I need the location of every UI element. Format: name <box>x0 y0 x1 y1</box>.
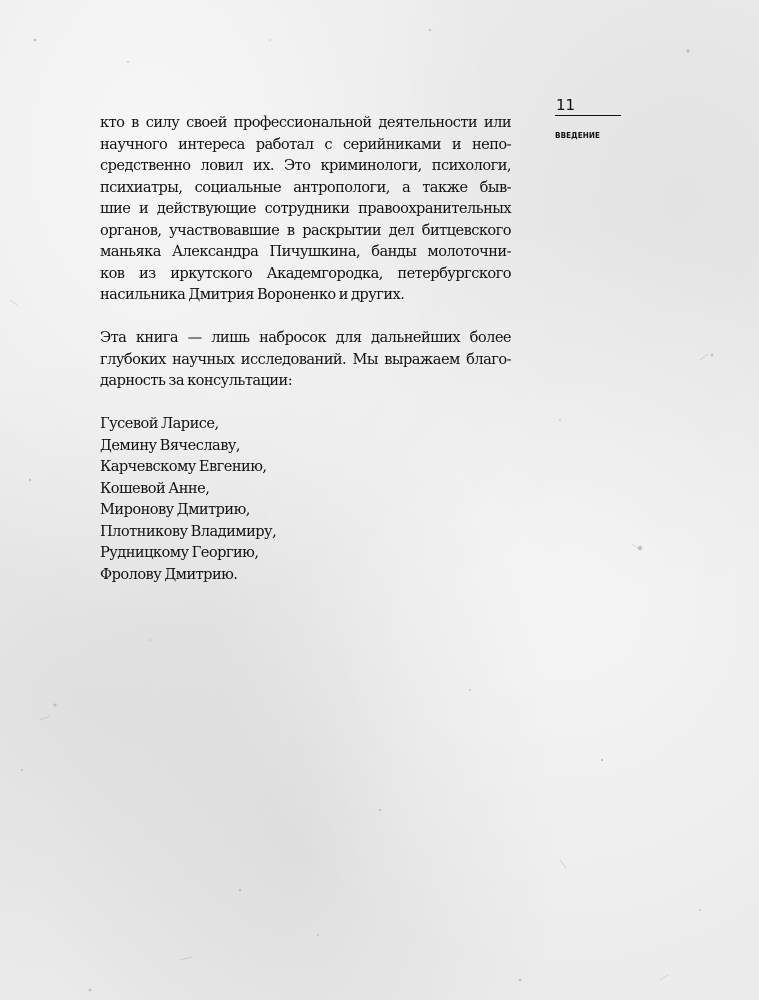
text-line: шие и действующие сотрудники правоохранительных <box>100 200 511 217</box>
paragraph-consultants-intro <box>100 112 511 306</box>
name-item: Демину Вячеславу, <box>100 436 240 454</box>
text-line: маньяка Александра Пичушкина, банды молоточни- <box>100 243 511 260</box>
header-rule <box>555 115 621 116</box>
name-item: Карчевскому Евгению, <box>100 458 267 475</box>
text-line: ков из иркутского Академгородка, петербургского <box>100 264 511 282</box>
text-line: Эта книга — лишь набросок для дальнейших более <box>100 329 511 346</box>
body-text <box>100 112 511 585</box>
name-item: Миронову Дмитрию, <box>100 501 250 518</box>
name-item: Гусевой Ларисе, <box>100 415 219 432</box>
text-line: средственно ловил их. Это криминологи, психологи, <box>100 157 511 174</box>
text-line: глубоких научных исследований. Мы выражаем благо- <box>100 350 511 368</box>
paragraph-gratitude <box>100 327 511 392</box>
paragraph-gap <box>100 392 511 414</box>
page-number: 11 <box>556 96 576 114</box>
name-item: Фролову Дмитрию. <box>100 565 238 583</box>
text-line: научного интереса работал с серийниками и непо- <box>100 135 511 153</box>
section-label: ВВЕДЕНИЕ <box>555 131 600 140</box>
name-item: Рудницкому Георгию, <box>100 544 259 561</box>
name-item: Кошевой Анне, <box>100 479 210 497</box>
paragraph-gap <box>100 306 511 328</box>
text-line: дарность за консультации: <box>100 372 293 389</box>
page-header <box>555 96 621 140</box>
name-item: Плотникову Владимиру, <box>100 522 277 540</box>
text-line: насильника Дмитрия Вороненко и других. <box>100 286 405 303</box>
names-list <box>100 413 511 585</box>
text-line: кто в силу своей профессиональной деятельности или <box>100 114 511 131</box>
text-line: психиатры, социальные антропологи, а также быв- <box>100 178 511 196</box>
text-line: органов, участвовавшие в раскрытии дел битцевского <box>100 221 511 239</box>
